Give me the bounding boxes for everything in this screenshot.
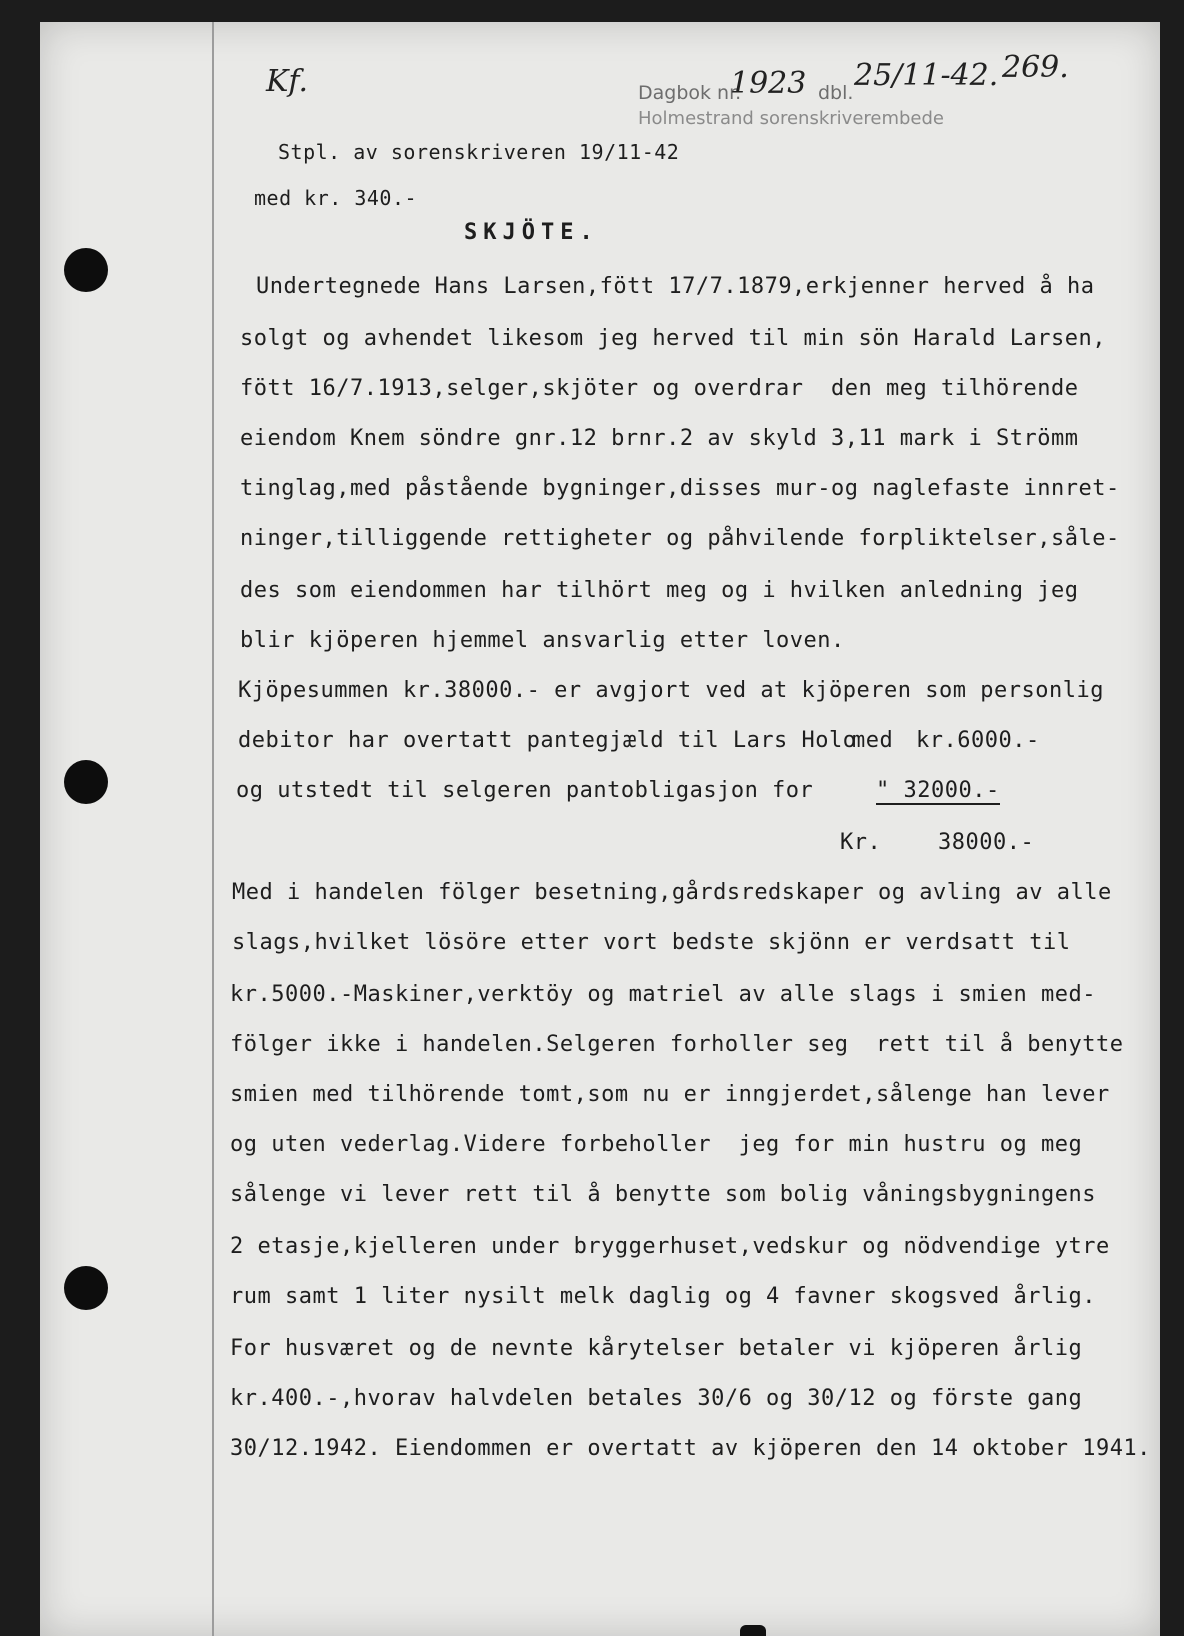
total-amount: 38000.- (938, 830, 1035, 855)
document-page (40, 22, 1160, 1636)
body-line: kr.5000.-Maskiner,verktöy og matriel av alle slags i smien med- (230, 982, 1096, 1007)
page-number: 269. (1002, 50, 1069, 85)
body-line: blir kjöperen hjemmel ansvarlig etter loven. (240, 628, 845, 653)
dagbok-number: 1923 (730, 66, 807, 101)
body-line: tinglag,med påstående bygninger,disses mur-og naglefaste innret- (240, 476, 1120, 501)
body-line: smien med tilhörende tomt,som nu er inngjerdet,sålenge han lever (230, 1082, 1110, 1107)
body-line: Med i handelen fölger besetning,gårdsredskaper og avling av alle (232, 880, 1112, 905)
punch-hole (64, 248, 108, 292)
body-line: slags,hvilket lösöre etter vort bedste skjönn er verdsatt til (232, 930, 1071, 955)
document-title: SKJÖTE. (464, 220, 599, 245)
stamp-duty-note: Stpl. av sorenskriveren 19/11-42 (278, 140, 680, 164)
body-line: fött 16/7.1913,selger,skjöter og overdrar den meg tilhörende (240, 376, 1079, 401)
punch-hole (64, 1266, 108, 1310)
body-line: Kjöpesummen kr.38000.- er avgjort ved at kjöperen som personlig (238, 678, 1104, 703)
stamp-duty-amount: med kr. 340.- (254, 186, 418, 210)
body-line: og uten vederlag.Videre forbeholler jeg for min hustru og meg (230, 1132, 1083, 1157)
body-line: 30/12.1942. Eiendommen er overtatt av kjöperen den 14 oktober 1941. (230, 1436, 1151, 1461)
body-line: Undertegnede Hans Larsen,fött 17/7.1879,erkjenner herved å ha (256, 274, 1095, 299)
body-line: For husværet og de nevnte kårytelser betaler vi kjöperen årlig (230, 1336, 1083, 1361)
body-line: 2 etasje,kjelleren under bryggerhuset,vedskur og nödvendige ytre (230, 1234, 1110, 1259)
payment-label: med (852, 728, 894, 753)
margin-line (212, 22, 214, 1636)
total-label: Kr. (840, 830, 882, 855)
office-stamp: Holmestrand sorenskriverembede (638, 108, 944, 129)
ink-mark (740, 1625, 766, 1636)
body-line: solgt og avhendet likesom jeg herved til min sön Harald Larsen, (240, 326, 1106, 351)
stamp-dagbok-label: Dagbok nr. (638, 82, 742, 104)
punch-hole (64, 760, 108, 804)
payment-line: og utstedt til selgeren pantobligasjon for (236, 778, 814, 803)
body-line: rum samt 1 liter nysilt melk daglig og 4 favner skogsved årlig. (230, 1284, 1096, 1309)
stamp-dbl-label: dbl. (818, 82, 854, 104)
body-line: ninger,tilliggende rettigheter og påhvilende forpliktelser,såle- (240, 526, 1120, 551)
body-line: fölger ikke i handelen.Selgeren forholler seg rett til å benytte (230, 1032, 1124, 1057)
body-line: sålenge vi lever rett til å benytte som bolig våningsbygningens (230, 1182, 1096, 1207)
payment-line: debitor har overtatt pantegjæld til Lars Holo (238, 728, 857, 753)
body-line: kr.400.-,hvorav halvdelen betales 30/6 og 30/12 og förste gang (230, 1386, 1083, 1411)
body-line: eiendom Knem söndre gnr.12 brnr.2 av skyld 3,11 mark i Strömm (240, 426, 1079, 451)
body-line: des som eiendommen har tilhört meg og i hvilken anledning jeg (240, 578, 1079, 603)
payment-amount: " 32000.- (876, 778, 1000, 803)
registration-date: 25/11-42. (854, 58, 999, 93)
payment-amount: kr.6000.- (916, 728, 1040, 753)
handwritten-initials: Kf. (266, 64, 308, 99)
